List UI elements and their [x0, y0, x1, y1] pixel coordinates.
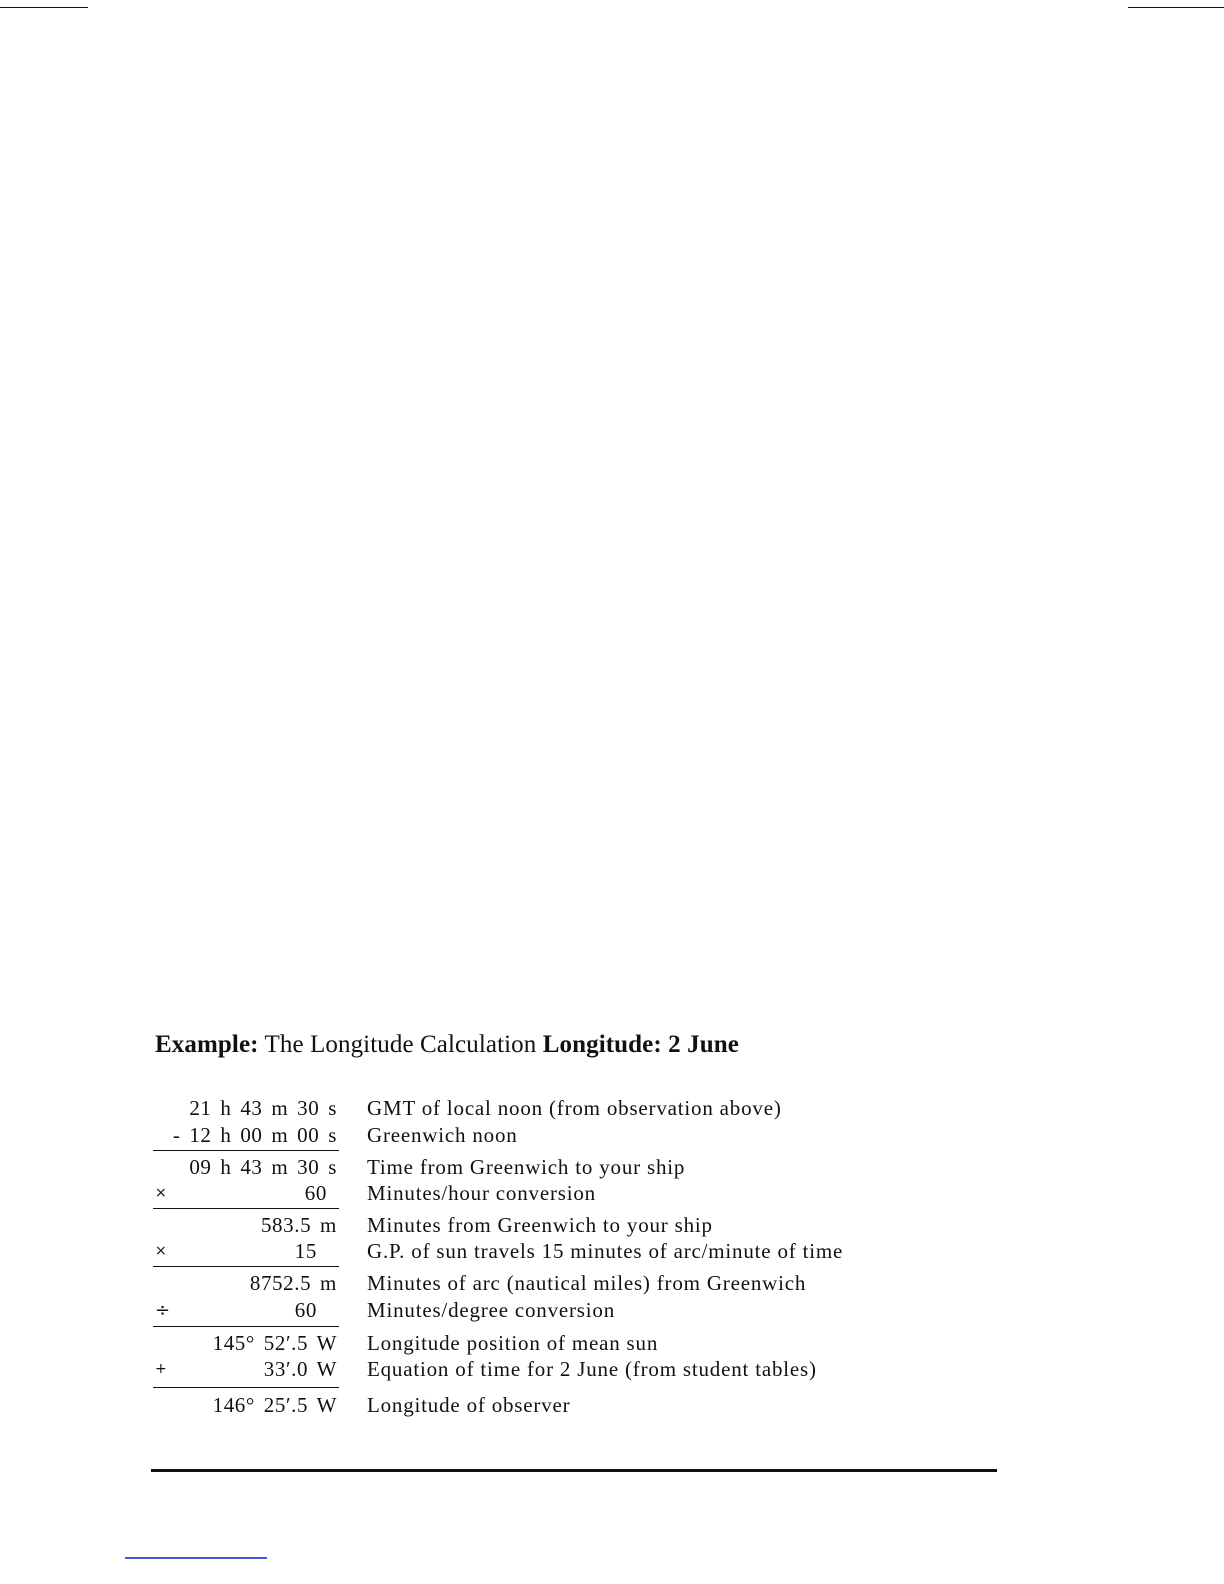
row-description: G.P. of sun travels 15 minutes of arc/minute of time: [367, 1239, 844, 1263]
row-value: - 12 h 00 m 00 s: [172, 1123, 337, 1147]
multiply-operator: ×: [155, 1185, 167, 1201]
calc-row-sun-arc: [155, 1238, 915, 1265]
plus-operator: +: [155, 1361, 167, 1377]
sum-rule: [153, 1387, 339, 1388]
example-title: The Longitude Calculation: [264, 1031, 537, 1058]
row-value: 60: [294, 1298, 317, 1322]
sum-rule: [153, 1208, 339, 1209]
row-description: Minutes/degree conversion: [367, 1298, 616, 1322]
calc-row-longitude-of-observer: [155, 1392, 915, 1419]
row-description: Time from Greenwich to your ship: [367, 1155, 686, 1179]
crop-mark-right: [1128, 7, 1224, 8]
calc-row-minutes-hour: [155, 1180, 915, 1207]
sum-rule: [153, 1150, 339, 1151]
crop-mark-left: [0, 7, 88, 8]
calc-row-greenwich-noon: [155, 1122, 915, 1149]
row-value: 15: [294, 1239, 317, 1263]
calc-row-equation-of-time: [155, 1356, 915, 1383]
row-value: 09 h 43 m 30 s: [189, 1155, 337, 1179]
row-value: 8752.5 m: [249, 1271, 337, 1295]
divide-operator: ÷: [155, 1300, 171, 1321]
example-heading: [155, 1031, 739, 1059]
example-label: Example:: [155, 1031, 259, 1058]
calc-row-mean-sun-longitude: [155, 1330, 915, 1357]
footnote-separator: [125, 1557, 267, 1559]
row-value: 60: [304, 1181, 327, 1205]
row-description: Longitude of observer: [367, 1393, 571, 1417]
sum-rule: [153, 1266, 339, 1267]
row-description: Minutes from Greenwich to your ship: [367, 1213, 713, 1237]
row-description: Longitude position of mean sun: [367, 1331, 659, 1355]
calc-row-gmt-local-noon: [155, 1095, 915, 1122]
row-value: 583.5 m: [260, 1213, 337, 1237]
calc-row-minutes-degree: [155, 1297, 915, 1324]
calc-row-minutes-of-arc: [155, 1270, 915, 1297]
example-subtitle: Longitude: 2 June: [542, 1031, 739, 1058]
row-value: 146° 25′.5 W: [212, 1393, 337, 1417]
row-value: 21 h 43 m 30 s: [189, 1096, 337, 1120]
sum-rule: [153, 1326, 339, 1327]
section-bottom-rule: [151, 1469, 997, 1472]
row-description: GMT of local noon (from observation above): [367, 1096, 782, 1120]
row-description: Greenwich noon: [367, 1123, 518, 1147]
calc-row-minutes-from-greenwich: [155, 1212, 915, 1239]
row-description: Minutes/hour conversion: [367, 1181, 596, 1205]
calc-row-time-from-greenwich: [155, 1154, 915, 1181]
row-value: 33′.0 W: [263, 1357, 337, 1381]
row-description: Minutes of arc (nautical miles) from Greenwich: [367, 1271, 807, 1295]
row-value: 145° 52′.5 W: [212, 1331, 337, 1355]
multiply-operator: ×: [155, 1243, 167, 1259]
row-description: Equation of time for 2 June (from student tables): [367, 1357, 817, 1381]
